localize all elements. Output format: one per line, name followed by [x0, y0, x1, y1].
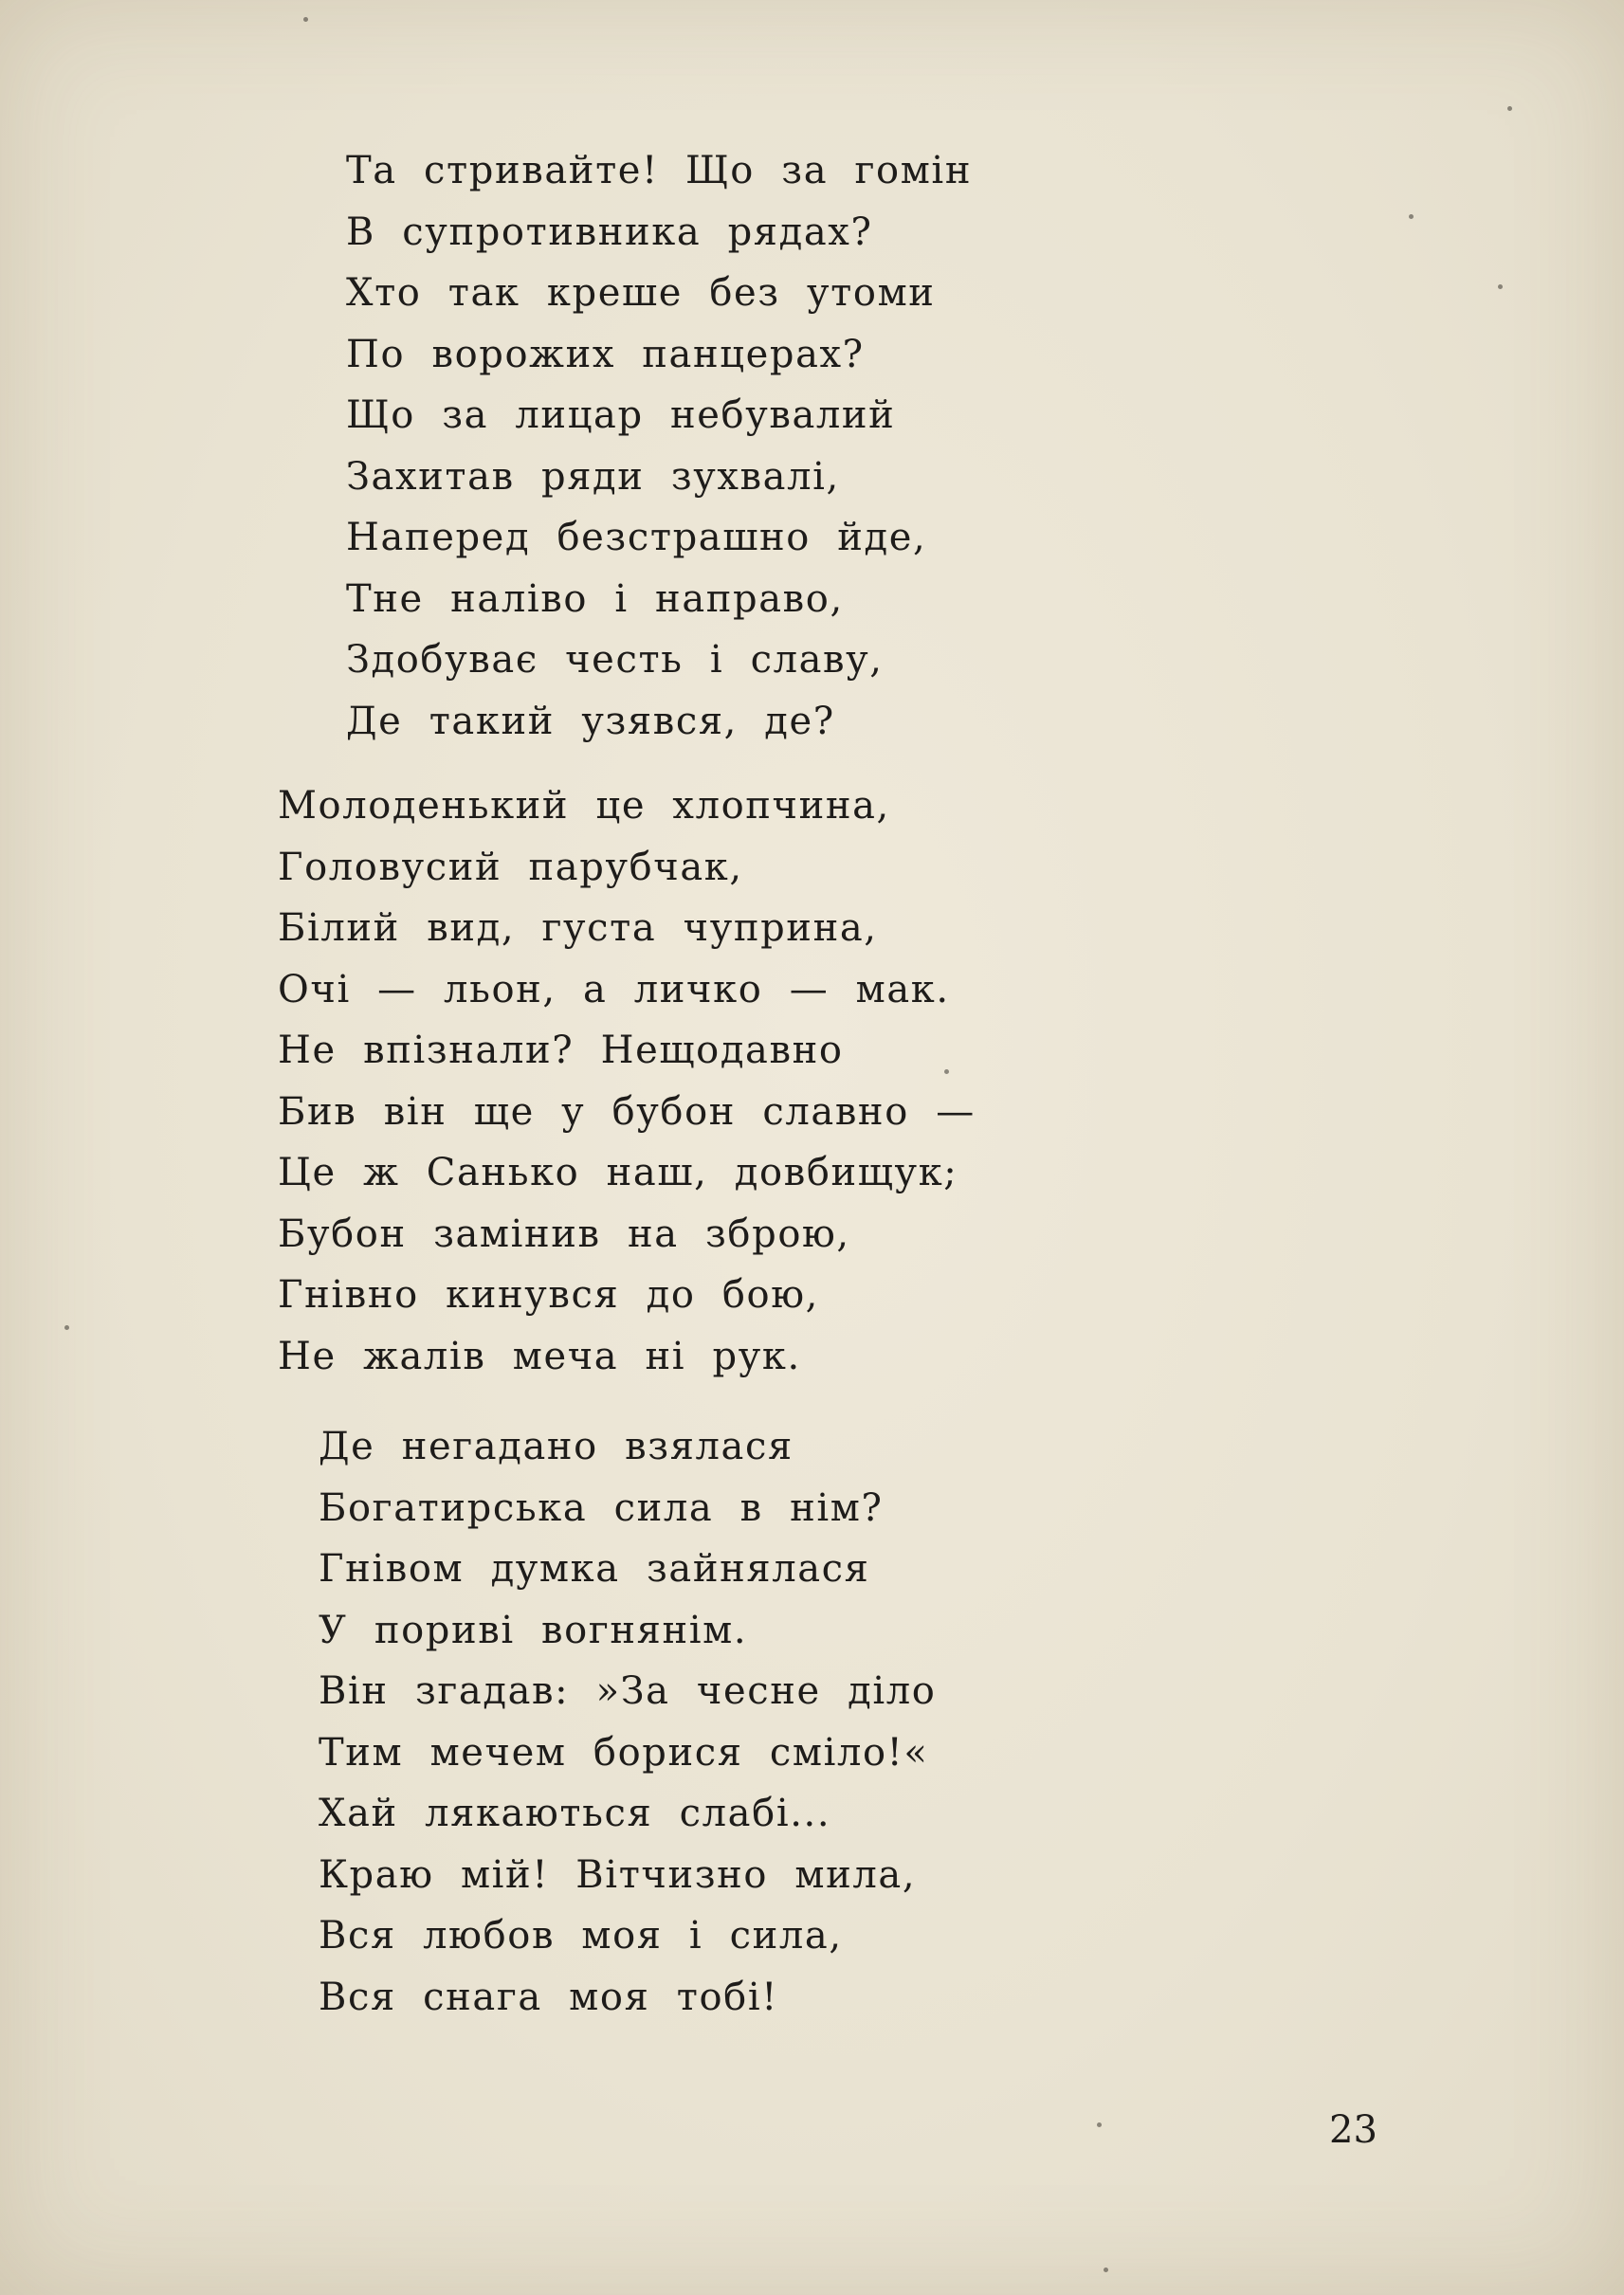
paper-speck: [1498, 284, 1503, 289]
poem-line: Вся снага моя тобі!: [319, 1975, 778, 2019]
poem-line: Очі — льон, а личко — мак.: [278, 967, 950, 1011]
poem-line: Хто так креше без утоми: [346, 271, 936, 315]
poem-line: Вся любов моя і сила,: [319, 1914, 843, 1958]
paper-speck: [303, 17, 308, 22]
poem-line: Тим мечем борися сміло!«: [319, 1730, 929, 1775]
poem-line: Та стривайте! Що за гомін: [346, 149, 973, 192]
poem-line: Гнівом думка зайнялася: [319, 1547, 870, 1591]
poem-line: Він згадав: »За чесне діло: [319, 1669, 937, 1713]
poem-line: Головусий парубчак,: [278, 845, 743, 889]
poem-line: Молоденький це хлопчина,: [278, 784, 890, 828]
paper-speck: [1097, 2122, 1102, 2127]
stanza-1: [346, 140, 972, 752]
poem-line: Хай лякаються слабі...: [319, 1792, 831, 1835]
poem-line: Білий вид, густа чуприна,: [278, 906, 878, 950]
poem-line: По ворожих панцерах?: [346, 332, 865, 376]
poem-line: В супротивника рядах?: [346, 209, 873, 254]
poem-line: Богатирська сила в нім?: [319, 1485, 884, 1530]
poem-line: Наперед безстрашно йде,: [346, 516, 927, 559]
poem-line: Не впізнали? Нещодавно: [278, 1029, 844, 1072]
paper-speck: [64, 1325, 69, 1330]
poem-line: Краю мій! Вітчизно мила,: [319, 1852, 917, 1897]
poem-line: Тне наліво і направо,: [346, 576, 844, 621]
paper-speck: [1507, 106, 1512, 111]
poem-line: Що за лицар небувалий: [346, 393, 896, 437]
poem-line: Гнівно кинувся до бою,: [278, 1273, 819, 1317]
poem-line: У пориві вогнянім.: [319, 1608, 748, 1652]
poem-line: Де такий узявся, де?: [346, 699, 835, 743]
paper-speck: [944, 1069, 949, 1074]
stanza-3: [319, 1416, 936, 2028]
poem-line: Де негадано взялася: [319, 1425, 794, 1468]
paper-speck: [1409, 214, 1414, 219]
poem-line: Бубон замінив на зброю,: [278, 1211, 850, 1256]
poem-line: Це ж Санько наш, довбищук;: [278, 1151, 958, 1194]
paper-speck: [1104, 2268, 1108, 2272]
stanza-2: [278, 775, 976, 1387]
page-number: 23: [1329, 2108, 1378, 2152]
poem-line: Здобуває честь і славу,: [346, 638, 884, 682]
poem-line: Бив він ще у бубон славно —: [278, 1089, 976, 1134]
poem-line: Захитав ряди зухвалі,: [346, 454, 840, 499]
poem-line: Не жалів меча ні рук.: [278, 1334, 801, 1378]
